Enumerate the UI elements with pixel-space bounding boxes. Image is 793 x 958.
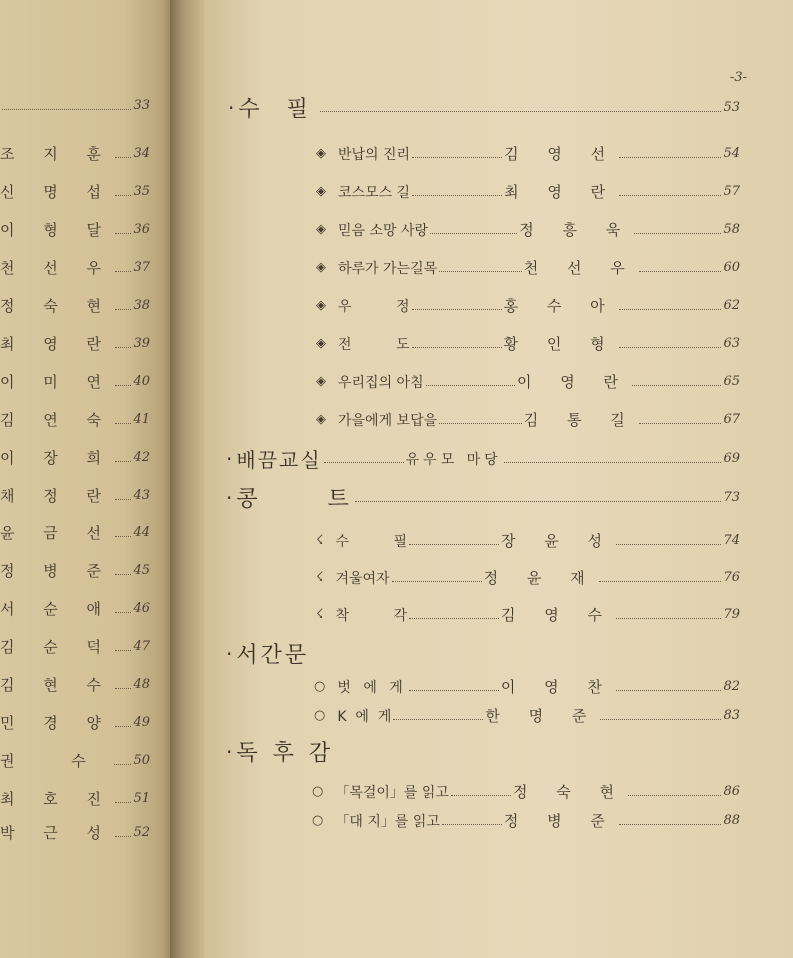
author-name: 정 숙 현 xyxy=(512,783,626,801)
author-name: 정 병 준 xyxy=(0,562,114,580)
page-number: 82 xyxy=(723,679,740,694)
page-number: 79 xyxy=(723,607,740,622)
author-name: 김 연 숙 xyxy=(0,411,114,429)
page-number: 74 xyxy=(723,533,740,548)
left-toc-entry xyxy=(0,636,150,657)
author-name: 최 호 진 xyxy=(0,790,114,808)
toc-section-conte: · 콩 트 73 xyxy=(226,482,740,513)
diamond-bullet-icon: ◈ xyxy=(316,260,326,275)
page-number: 69 xyxy=(723,451,740,466)
page-number: 51 xyxy=(133,791,150,806)
page-number: 39 xyxy=(133,336,150,351)
work-title: 수 필 xyxy=(335,533,408,550)
book-gutter xyxy=(170,0,204,958)
author-name: 이 형 달 xyxy=(0,221,114,239)
page-number: 62 xyxy=(723,298,740,313)
toc-item xyxy=(314,676,740,697)
page-number: 47 xyxy=(133,639,150,654)
page-number: 63 xyxy=(723,336,740,351)
toc-item xyxy=(316,604,740,625)
left-toc-entry xyxy=(0,447,150,468)
left-toc-entry xyxy=(0,522,150,543)
page-number: 46 xyxy=(133,601,150,616)
page-number: 73 xyxy=(723,490,740,505)
diamond-bullet-icon: ◈ xyxy=(316,298,326,313)
page-number-header: -3- xyxy=(730,70,748,85)
author-name: 이 영 찬 xyxy=(500,678,614,696)
diamond-bullet-icon: ◈ xyxy=(316,336,326,351)
page-number: 41 xyxy=(133,412,150,427)
toc-item xyxy=(316,257,740,278)
toc-item xyxy=(316,181,740,202)
page-number: 65 xyxy=(723,374,741,389)
hook-bullet-icon: ☇ xyxy=(316,570,324,585)
page-number: 53 xyxy=(723,100,740,115)
page-number: 57 xyxy=(723,184,740,199)
diamond-bullet-icon: ◈ xyxy=(316,374,326,389)
left-toc-entry xyxy=(0,750,150,771)
author-name: 권 수 xyxy=(0,752,112,770)
toc-item xyxy=(312,810,740,831)
work-title: 믿음 소망 사랑 xyxy=(338,222,429,239)
work-title: 「목걸이」를 읽고 xyxy=(335,784,449,801)
circle-bullet-icon: ○ xyxy=(314,679,326,694)
page-number: 34 xyxy=(133,146,150,161)
diamond-bullet-icon: ◈ xyxy=(316,184,326,199)
author-name: 김 영 선 xyxy=(504,145,618,163)
toc-item xyxy=(316,143,740,164)
left-toc-entry xyxy=(0,219,150,240)
page-number: 37 xyxy=(133,260,150,275)
author-name: 황 인 형 xyxy=(503,335,617,353)
page-number: 49 xyxy=(133,715,150,730)
work-title: 우리집의 아침 xyxy=(338,374,424,391)
circle-bullet-icon: ○ xyxy=(314,708,326,723)
page-number: 44 xyxy=(133,525,150,540)
left-toc-entry xyxy=(0,333,150,354)
author-name: 정 병 준 xyxy=(503,812,617,830)
toc-item xyxy=(316,295,740,316)
work-title: 가을에게 보답을 xyxy=(338,412,438,429)
hook-bullet-icon: ☇ xyxy=(316,533,324,548)
left-toc-entry xyxy=(0,822,150,843)
author-name: 이 영 란 xyxy=(517,373,631,391)
page-number: 58 xyxy=(723,222,741,237)
left-toc-entry xyxy=(0,257,150,278)
toc-item xyxy=(312,781,740,802)
work-title: 우 정 xyxy=(338,298,410,315)
work-title: 착 각 xyxy=(335,607,408,624)
diamond-bullet-icon: ◈ xyxy=(316,222,326,237)
left-toc-entry xyxy=(0,143,150,164)
work-title: 전 도 xyxy=(338,336,410,353)
work-title: 겨울여자 xyxy=(335,570,390,587)
author-name: 김 영 수 xyxy=(501,606,615,624)
work-title: K 에 게 xyxy=(337,708,392,725)
hook-bullet-icon: ☇ xyxy=(316,607,324,622)
author-name: 김 현 수 xyxy=(0,676,114,694)
page-number: 43 xyxy=(133,488,150,503)
section-title: 콩 트 xyxy=(236,487,353,512)
author-name: 최 영 란 xyxy=(0,335,114,353)
toc-item xyxy=(316,219,740,240)
author-name: 신 명 섭 xyxy=(0,183,114,201)
page-number: 86 xyxy=(723,784,740,799)
author-name: 최 영 란 xyxy=(504,183,618,201)
author-name: 정 윤 재 xyxy=(483,569,597,587)
author-name: 정 흥 욱 xyxy=(519,221,633,239)
work-title: 코스모스 길 xyxy=(338,184,411,201)
left-toc-entry xyxy=(0,98,150,113)
toc-item xyxy=(316,371,740,392)
work-title: 하루가 가는길목 xyxy=(338,260,438,277)
section-title: 수 필 xyxy=(238,97,318,122)
section-title: 서간문 xyxy=(236,643,310,668)
section-title: 독 후 감 xyxy=(236,741,335,766)
circle-bullet-icon: ○ xyxy=(312,784,324,799)
author-name: 천 선 우 xyxy=(523,259,637,277)
left-toc-entry xyxy=(0,485,150,506)
author-name: 천 선 우 xyxy=(0,259,114,277)
diamond-bullet-icon: ◈ xyxy=(316,146,326,161)
author-name: 윤 금 선 xyxy=(0,524,114,542)
section-title: 배끔교실 xyxy=(236,448,322,472)
toc-item xyxy=(316,409,740,430)
page-number: 88 xyxy=(723,813,740,828)
author-name: 한 명 준 xyxy=(485,707,599,725)
author-name: 장 윤 성 xyxy=(501,532,615,550)
page-number: 40 xyxy=(133,374,150,389)
toc-item xyxy=(314,705,740,726)
left-toc-entry xyxy=(0,788,150,809)
page-number: 33 xyxy=(133,98,150,113)
author-name: 조 지 훈 xyxy=(0,145,114,163)
page-number: 45 xyxy=(133,563,150,578)
author-name: 이 미 연 xyxy=(0,373,114,391)
circle-bullet-icon: ○ xyxy=(312,813,324,828)
page-number: 35 xyxy=(133,184,150,199)
author-name: 박 근 성 xyxy=(0,824,114,842)
author-name: 김 순 덕 xyxy=(0,638,114,656)
page-number: 52 xyxy=(133,825,150,840)
left-toc-entry xyxy=(0,409,150,430)
author-name: 김 통 길 xyxy=(523,411,637,429)
work-title: 벗 에 게 xyxy=(337,679,407,696)
diamond-bullet-icon: ◈ xyxy=(316,412,326,427)
toc-section-classroom: · 배끔교실 유우모 마당 69 xyxy=(226,444,740,473)
page-number: 50 xyxy=(133,753,150,768)
toc-section-essay: · 수 필 53 xyxy=(228,92,740,123)
toc-item xyxy=(316,333,740,354)
left-toc-entry xyxy=(0,560,150,581)
left-toc-entry xyxy=(0,674,150,695)
left-toc-entry xyxy=(0,295,150,316)
toc-item xyxy=(316,567,740,588)
page-number: 60 xyxy=(723,260,740,275)
left-toc-entry xyxy=(0,181,150,202)
section-subtitle: 유우모 마당 xyxy=(405,451,502,468)
author-name: 채 정 란 xyxy=(0,487,114,505)
page-number: 48 xyxy=(133,677,150,692)
author-name: 홍 수 아 xyxy=(503,297,617,315)
left-toc-entry xyxy=(0,712,150,733)
page-number: 42 xyxy=(133,450,150,465)
author-name: 민 경 양 xyxy=(0,714,114,732)
toc-section-book-reports: · 독 후 감 xyxy=(226,736,426,767)
author-name: 이 장 희 xyxy=(0,449,114,467)
author-name: 정 숙 현 xyxy=(0,297,114,315)
left-toc-entry xyxy=(0,371,150,392)
page-number: 76 xyxy=(723,570,740,585)
page-number: 83 xyxy=(723,708,740,723)
toc-section-letters: · 서간문 xyxy=(226,638,426,669)
work-title: 반납의 진리 xyxy=(338,146,411,163)
page-number: 54 xyxy=(723,146,740,161)
work-title: 「대 지」를 읽고 xyxy=(335,813,440,830)
page-number: 38 xyxy=(133,298,150,313)
page-number: 36 xyxy=(133,222,150,237)
left-toc-entry xyxy=(0,598,150,619)
toc-item xyxy=(316,530,740,551)
page-number: 67 xyxy=(723,412,740,427)
author-name: 서 순 애 xyxy=(0,600,114,618)
